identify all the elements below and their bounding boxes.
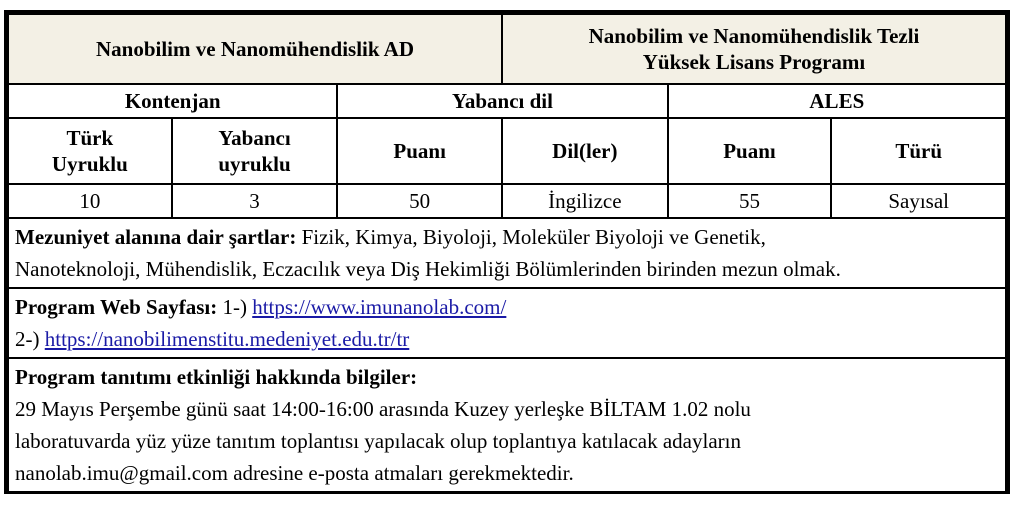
program-info-table-frame <box>4 10 1010 494</box>
program-info-table <box>7 13 1007 493</box>
event-row <box>8 358 1006 492</box>
yabanci-uyruklu-line1: Yabancı <box>218 125 291 150</box>
graduation-text-line2: Nanoteknoloji, Mühendislik, Eczacılık veya Diş Hekimliği Bölümlerinden birinden mezun olmak. <box>15 257 841 281</box>
title-row <box>8 14 1006 84</box>
event-line1: 29 Mayıs Perşembe günü saat 14:00-16:00 arasında Kuzey yerleşke BİLTAM 1.02 nolu <box>15 397 751 421</box>
turk-uyruklu-value: 10 <box>8 184 172 218</box>
event-line2: laboratuvarda yüz yüze tanıtım toplantısı yapılacak olup toplantıya katılacak adayların <box>15 429 741 453</box>
program-name-line2: Yüksek Lisans Programı <box>642 50 866 74</box>
turk-uyruklu-header <box>8 118 172 184</box>
dil-value: İngilizce <box>502 184 668 218</box>
graduation-row <box>8 218 1006 288</box>
department-cell <box>8 14 502 84</box>
web-cell <box>8 288 1006 358</box>
yabanci-uyruklu-header <box>172 118 338 184</box>
web-prefix-2: 2-) <box>15 327 45 351</box>
turk-uyruklu-line1: Türk <box>66 125 114 150</box>
graduation-cell <box>8 218 1006 288</box>
kontenjan-header: Kontenjan <box>8 84 337 118</box>
ales-header: ALES <box>668 84 1006 118</box>
web-label: Program Web Sayfası: <box>15 295 218 319</box>
dil-puani-value: 50 <box>337 184 502 218</box>
department-name: Nanobilim ve Nanomühendislik AD <box>95 36 414 61</box>
yabanci-uyruklu-line2: uyruklu <box>218 152 291 176</box>
event-line3: nanolab.imu@gmail.com adresine e-posta atmaları gerekmektedir. <box>15 461 574 485</box>
group-header-row <box>8 84 1006 118</box>
ales-puani-value: 55 <box>668 184 832 218</box>
ales-puani-header: Puanı <box>668 118 832 184</box>
diller-header: Dil(ler) <box>502 118 668 184</box>
values-row <box>8 184 1006 218</box>
program-cell <box>502 14 1006 84</box>
graduation-text-line1: Fizik, Kimya, Biyoloji, Moleküler Biyoloji ve Genetik, <box>296 225 766 249</box>
dil-puani-header: Puanı <box>337 118 502 184</box>
graduation-label: Mezuniyet alanına dair şartlar: <box>15 225 297 249</box>
web-link-2[interactable]: https://nanobilimenstitu.medeniyet.edu.tr/tr <box>44 327 410 351</box>
subheader-row <box>8 118 1006 184</box>
event-label: Program tanıtımı etkinliği hakkında bilgiler: <box>15 365 418 389</box>
turk-uyruklu-line2: Uyruklu <box>51 152 128 176</box>
yabanci-dil-header: Yabancı dil <box>337 84 667 118</box>
web-prefix-1: 1-) <box>217 295 253 319</box>
web-row <box>8 288 1006 358</box>
program-name-line1: Nanobilim ve Nanomühendislik Tezli <box>588 23 920 48</box>
yabanci-uyruklu-value: 3 <box>172 184 338 218</box>
event-cell <box>8 358 1006 492</box>
ales-turu-value: Sayısal <box>831 184 1006 218</box>
web-link-1[interactable]: https://www.imunanolab.com/ <box>252 295 507 319</box>
ales-turu-header: Türü <box>831 118 1006 184</box>
